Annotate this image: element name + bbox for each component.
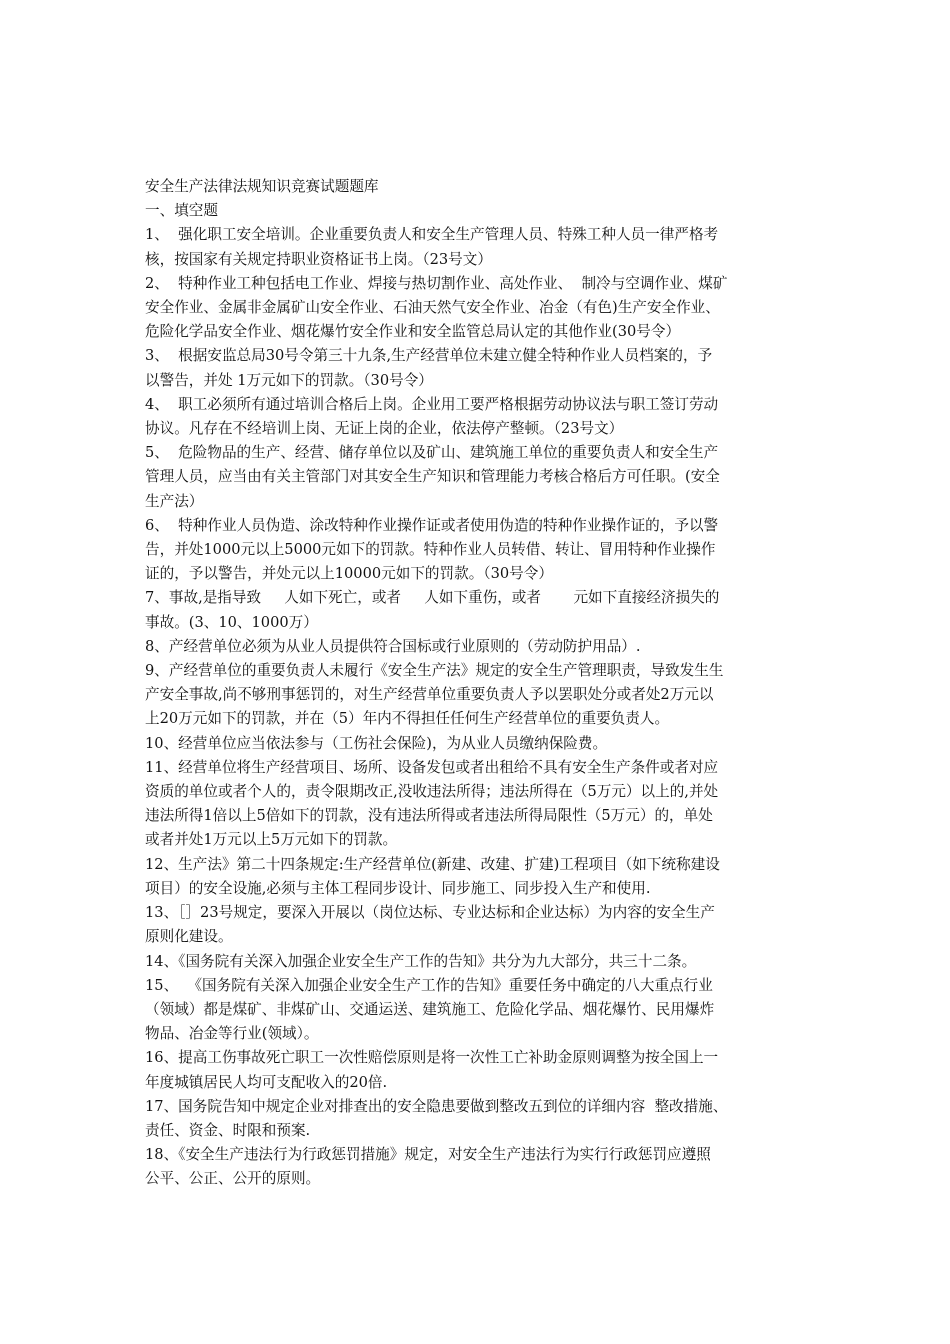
text-line: 8、产经营单位必须为从业人员提供符合国标或行业原则的（劳动防护用品）. xyxy=(145,637,641,655)
text-line: 5、 危险物品的生产、经营、储存单位以及矿山、建筑施工单位的重要负责人和安全生产 xyxy=(145,444,719,462)
text-line: 核，按国家有关规定持职业资格证书上岗。（23号文） xyxy=(145,250,492,268)
text-line: 责任、资金、时限和预案. xyxy=(145,1121,311,1139)
text-line: 生产法） xyxy=(145,492,204,510)
text-line: 10、经营单位应当依法参与（工伤社会保险)，为从业人员缴纳保险费。 xyxy=(145,734,608,752)
text-line: 协议。凡存在不经培训上岗、无证上岗的企业，依法停产整顿。（23号文） xyxy=(145,420,624,438)
text-line: 或者并处1万元以上5万元如下的罚款。 xyxy=(145,831,398,849)
text-line: 管理人员，应当由有关主管部门对其安全生产知识和管理能力考核合格后方可任职。(安全 xyxy=(145,468,720,486)
text-line: （领域）都是煤矿、非煤矿山、交通运送、建筑施工、危险化学品、烟花爆竹、民用爆炸 xyxy=(145,1000,715,1018)
text-line: 17、国务院告知中规定企业对排查出的安全隐患要做到整改五到位的详细内容 整改措施、 xyxy=(145,1097,728,1115)
text-line: 违法所得1倍以上5倍如下的罚款，没有违法所得或者违法所得局限性（5万元）的，单处 xyxy=(145,807,713,825)
text-line: 资质的单位或者个人的，责令限期改正,没收违法所得；违法所得在（5万元）以上的,并处 xyxy=(145,783,719,801)
text-line: 项目）的安全设施,必须与主体工程同步设计、同步施工、同步投入生产和使用. xyxy=(145,879,651,897)
text-line: 18、《安全生产违法行为行政惩罚措施》规定，对安全生产违法行为实行行政惩罚应遵照 xyxy=(145,1146,711,1164)
text-line: 原则化建设。 xyxy=(145,928,233,946)
text-line: 9、产经营单位的重要负责人未履行《安全生产法》规定的安全生产管理职责，导致发生生 xyxy=(145,662,724,680)
text-line: 年度城镇居民人均可支配收入的20倍. xyxy=(145,1073,388,1091)
text-line: 7、事故,是指导致 人如下死亡，或者 人如下重伤，或者 元如下直接经济损失的 xyxy=(145,589,720,607)
text-line: 3、 根据安监总局30号令第三十九条,生产经营单位未建立健全特种作业人员档案的，予 xyxy=(145,347,713,365)
text-line: 13、［］23号规定，要深入开展以（岗位达标、专业达标和企业达标）为内容的安全生产 xyxy=(145,904,715,922)
text-line: 1、 强化职工安全培训。企业重要负责人和安全生产管理人员、特殊工种人员一律严格考 xyxy=(145,226,719,244)
text-line: 安全作业、金属非金属矿山安全作业、石油天然气安全作业、冶金（有色)生产安全作业、 xyxy=(145,299,720,317)
text-line: 产安全事故,尚不够刑事惩罚的，对生产经营单位重要负责人予以罢职处分或者处2万元以 xyxy=(145,686,714,704)
text-line: 11、经营单位将生产经营项目、场所、设备发包或者出租给不具有安全生产条件或者对应 xyxy=(145,758,719,776)
text-line: 16、提高工伤事故死亡职工一次性赔偿原则是将一次性工亡补助金原则调整为按全国上一 xyxy=(145,1049,719,1067)
text-line: 告，并处1000元以上5000元如下的罚款。特种作业人员转借、转让、冒用特种作业操作 xyxy=(145,541,716,559)
text-line: 上20万元如下的罚款，并在（5）年内不得担任任何生产经营单位的重要负责人。 xyxy=(145,710,670,728)
text-line: 4、 职工必须所有通过培训合格后上岗。企业用工要严格根据劳动协议法与职工签订劳动 xyxy=(145,395,719,413)
text-line: 事故。(3、10、1000万） xyxy=(145,613,318,631)
text-line: 物品、冶金等行业(领域）。 xyxy=(145,1025,319,1043)
text-line: 危险化学品安全作业、烟花爆竹安全作业和安全监管总局认定的其他作业(30号令） xyxy=(145,323,681,341)
text-line: 以警告，并处 1万元如下的罚款。（30号令） xyxy=(145,371,433,389)
section-heading: 一、填空题 xyxy=(145,202,218,220)
text-line: 12、生产法》第二十四条规定:生产经营单位(新建、改建、扩建)工程项目（如下统称建设 xyxy=(145,855,720,873)
text-line: 14、《国务院有关深入加强企业安全生产工作的告知》共分为九大部分，共三十二条。 xyxy=(145,952,697,970)
document-page xyxy=(145,175,810,1192)
text-line: 15、 《国务院有关深入加强企业安全生产工作的告知》重要任务中确定的八大重点行业 xyxy=(145,976,713,994)
text-line: 公平、公正、公开的原则。 xyxy=(145,1170,321,1188)
question-list xyxy=(145,223,810,1191)
text-line: 证的，予以警告，并处元以上10000元如下的罚款。（30号令） xyxy=(145,565,553,583)
document-title: 安全生产法律法规知识竞赛试题题库 xyxy=(145,178,379,195)
text-line: 6、 特种作业人员伪造、涂改特种作业操作证或者使用伪造的特种作业操作证的，予以警 xyxy=(145,516,719,534)
text-line: 2、 特种作业工种包括电工作业、焊接与热切割作业、高处作业、 制冷与空调作业、煤矿 xyxy=(145,274,728,292)
